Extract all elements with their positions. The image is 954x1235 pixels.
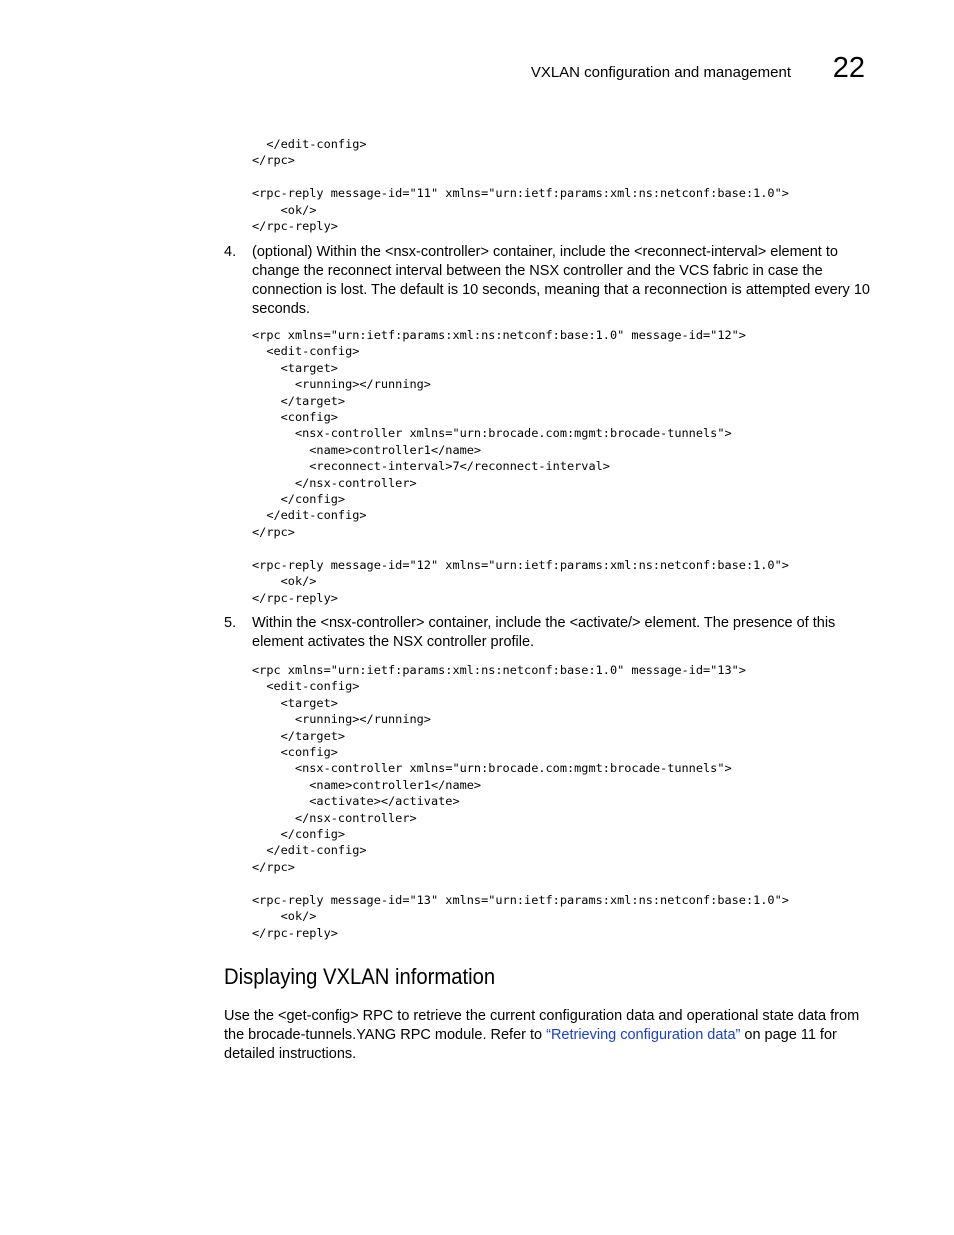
running-header-title: VXLAN configuration and management — [530, 64, 791, 81]
code-block-rpc-13: <rpc xmlns="urn:ietf:params:xml:ns:netconf:base:1.0" message-id="13"> <edit-config> <target> <running></running> </target> <config> <nsx-controller xmlns="urn:brocade.com:mgmt:brocade-tunnels"> <name>controller1</name> <activate></activate> </nsx-controller> </config> </edit-config> </rpc> <rpc-reply message-id="13" xmlns="urn:ietf:params:xml:ns:netconf:base:1.0"> <ok/> </rpc-reply> — [252, 663, 789, 940]
step-number: 5. — [224, 615, 237, 631]
step-number: 4. — [224, 244, 237, 260]
code-block-rpc-12: <rpc xmlns="urn:ietf:params:xml:ns:netconf:base:1.0" message-id="12"> <edit-config> <target> <running></running> </target> <config> <nsx-controller xmlns="urn:brocade.com:mgmt:brocade-tunnels"> <name>controller1</name> <reconnect-interval>7</reconnect-interval> </nsx-controller> </config> </edit-config> </rpc> <rpc-reply message-id="12" xmlns="urn:ietf:params:xml:ns:netconf:base:1.0"> <ok/> </rpc-reply> — [252, 328, 789, 605]
code-block-rpc-reply-11: </edit-config> </rpc> <rpc-reply message-id="11" xmlns="urn:ietf:params:xml:ns:netconf:base:1.0"> <ok/> </rpc-reply> — [252, 137, 789, 234]
chapter-number: 22 — [832, 52, 865, 84]
section-heading: Displaying VXLAN information — [224, 964, 496, 989]
section-paragraph — [224, 1007, 874, 1064]
paragraph-text: Use the <get-config> RPC to retrieve the current configuration data and operational state data from the brocade-tunnels.YANG RPC module. Refer to — [224, 1008, 860, 1043]
paragraph-text-after-link: on page 11 for detailed instructions. — [224, 1027, 837, 1062]
step-text: Within the <nsx-controller> container, include the <activate/> element. The presence of this element activates the NSX controller profile. — [252, 615, 836, 650]
step-text: (optional) Within the <nsx-controller> container, include the <reconnect-interval> element to change the reconnect interval between the NSX controller and the VCS fabric in case the connection is lost. The default is 10 seconds, meaning that a reconnection is attempted every 10 seconds. — [252, 244, 870, 317]
retrieving-configuration-data-link[interactable]: “Retrieving configuration data” — [546, 1027, 741, 1043]
